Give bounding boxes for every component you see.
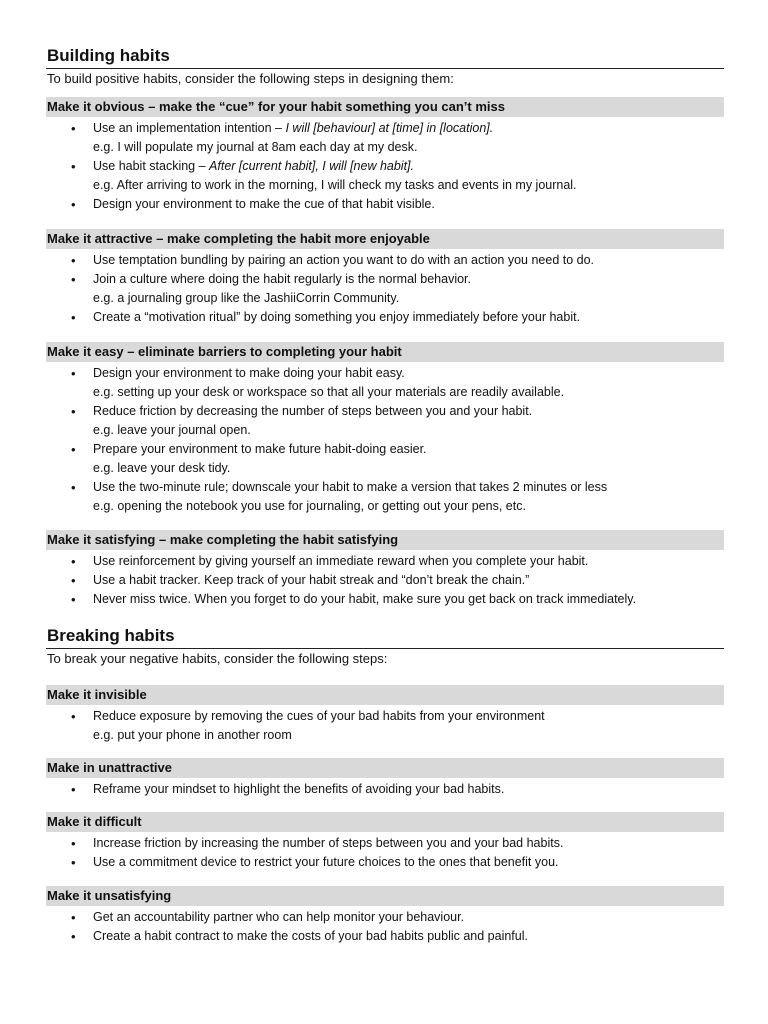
item-text: Use the two-minute rule; downscale your habit to make a version that takes 2 minutes or less [93, 480, 608, 494]
bullet-icon: • [71, 573, 76, 588]
list-item [46, 908, 724, 927]
breaking-habits-intro: To break your negative habits, consider the following steps: [46, 648, 724, 668]
item-text: Increase friction by increasing the number of steps between you and your bad habits. [93, 836, 564, 850]
list-item [46, 552, 724, 571]
item-text: Join a culture where doing the habit regularly is the normal behavior. [93, 272, 471, 286]
bullet-list [46, 778, 724, 799]
bullet-icon: • [71, 442, 76, 457]
bullet-icon: • [71, 310, 76, 325]
item-text: Use a commitment device to restrict your future choices to the ones that benefit you. [93, 855, 559, 869]
item-text: Use temptation bundling by pairing an action you want to do with an action you need to do. [93, 253, 595, 267]
item-italic: After [current habit], I will [new habit]. [209, 159, 414, 173]
list-item [46, 478, 724, 516]
item-text: Get an accountability partner who can help monitor your behaviour. [93, 910, 465, 924]
group-heading: Make it difficult [46, 812, 724, 832]
bullet-icon: • [71, 592, 76, 607]
item-example: e.g. leave your journal open. [93, 423, 251, 437]
list-item [46, 364, 724, 402]
building-habits-section [46, 43, 724, 88]
bullet-list [46, 550, 724, 609]
list-item [46, 834, 724, 853]
list-item [46, 780, 724, 799]
list-item [46, 590, 724, 609]
bullet-icon: • [71, 366, 76, 381]
item-example: e.g. leave your desk tidy. [93, 461, 231, 475]
group-make-it-invisible [46, 685, 724, 745]
list-item [46, 927, 724, 946]
bullet-icon: • [71, 197, 76, 212]
item-example: e.g. opening the notebook you use for journaling, or getting out your pens, etc. [93, 499, 526, 513]
breaking-habits-section [46, 623, 724, 668]
item-text: Use habit stacking – After [current habit], I will [new habit]. [93, 159, 414, 173]
building-habits-title: Building habits [47, 46, 170, 65]
group-heading: Make it satisfying – make completing the habit satisfying [46, 530, 724, 550]
group-make-it-easy [46, 342, 724, 516]
group-heading: Make it attractive – make completing the habit more enjoyable [46, 229, 724, 249]
item-text: Never miss twice. When you forget to do your habit, make sure you get back on track immediately. [93, 592, 637, 606]
item-text: Create a “motivation ritual” by doing something you enjoy immediately before your habit. [93, 310, 581, 324]
list-item [46, 440, 724, 478]
bullet-icon: • [71, 272, 76, 287]
item-example: e.g. I will populate my journal at 8am each day at my desk. [93, 140, 418, 154]
item-text: Design your environment to make doing your habit easy. [93, 366, 405, 380]
item-text: Reframe your mindset to highlight the benefits of avoiding your bad habits. [93, 782, 505, 796]
bullet-icon: • [71, 121, 76, 136]
list-item [46, 251, 724, 270]
bullet-list [46, 249, 724, 327]
bullet-icon: • [71, 159, 76, 174]
item-text: Design your environment to make the cue of that habit visible. [93, 197, 435, 211]
bullet-icon: • [71, 404, 76, 419]
bullet-icon: • [71, 836, 76, 851]
group-make-it-obvious [46, 97, 724, 214]
item-text: Use reinforcement by giving yourself an immediate reward when you complete your habit. [93, 554, 589, 568]
group-heading: Make it invisible [46, 685, 724, 705]
bullet-icon: • [71, 782, 76, 797]
building-habits-intro: To build positive habits, consider the following steps in designing them: [46, 68, 724, 88]
bullet-list [46, 362, 724, 516]
list-item [46, 270, 724, 308]
breaking-habits-title: Breaking habits [47, 626, 175, 645]
bullet-icon: • [71, 910, 76, 925]
item-text: Use an implementation intention – I will [behaviour] at [time] in [location]. [93, 121, 494, 135]
group-make-it-attractive [46, 229, 724, 327]
bullet-list [46, 705, 724, 745]
bullet-icon: • [71, 929, 76, 944]
bullet-list [46, 906, 724, 946]
item-text: Reduce exposure by removing the cues of your bad habits from your environment [93, 709, 545, 723]
list-item [46, 157, 724, 195]
group-heading: Make in unattractive [46, 758, 724, 778]
list-item [46, 195, 724, 214]
bullet-icon: • [71, 554, 76, 569]
group-make-it-difficult [46, 812, 724, 872]
item-text: Use a habit tracker. Keep track of your habit streak and “don’t break the chain.” [93, 573, 530, 587]
item-italic: I will [behaviour] at [time] in [location]. [285, 121, 494, 135]
group-heading: Make it obvious – make the “cue” for your habit something you can’t miss [46, 97, 724, 117]
bullet-icon: • [71, 855, 76, 870]
list-item [46, 571, 724, 590]
item-example: e.g. a journaling group like the JashiiCorrin Community. [93, 291, 400, 305]
group-heading: Make it easy – eliminate barriers to completing your habit [46, 342, 724, 362]
list-item [46, 402, 724, 440]
bullet-icon: • [71, 253, 76, 268]
group-make-in-unattractive [46, 758, 724, 799]
bullet-icon: • [71, 480, 76, 495]
group-make-it-satisfying [46, 530, 724, 609]
item-text: Reduce friction by decreasing the number of steps between you and your habit. [93, 404, 533, 418]
item-text: Create a habit contract to make the costs of your bad habits public and painful. [93, 929, 528, 943]
list-item [46, 853, 724, 872]
bullet-icon: • [71, 709, 76, 724]
group-heading: Make it unsatisfying [46, 886, 724, 906]
item-example: e.g. put your phone in another room [93, 728, 292, 742]
list-item [46, 119, 724, 157]
list-item [46, 308, 724, 327]
bullet-list [46, 832, 724, 872]
item-example: e.g. setting up your desk or workspace so that all your materials are readily available. [93, 385, 565, 399]
bullet-list [46, 117, 724, 214]
item-example: e.g. After arriving to work in the morning, I will check my tasks and events in my journal. [93, 178, 577, 192]
list-item [46, 707, 724, 745]
group-make-it-unsatisfying [46, 886, 724, 946]
item-text: Prepare your environment to make future habit-doing easier. [93, 442, 427, 456]
